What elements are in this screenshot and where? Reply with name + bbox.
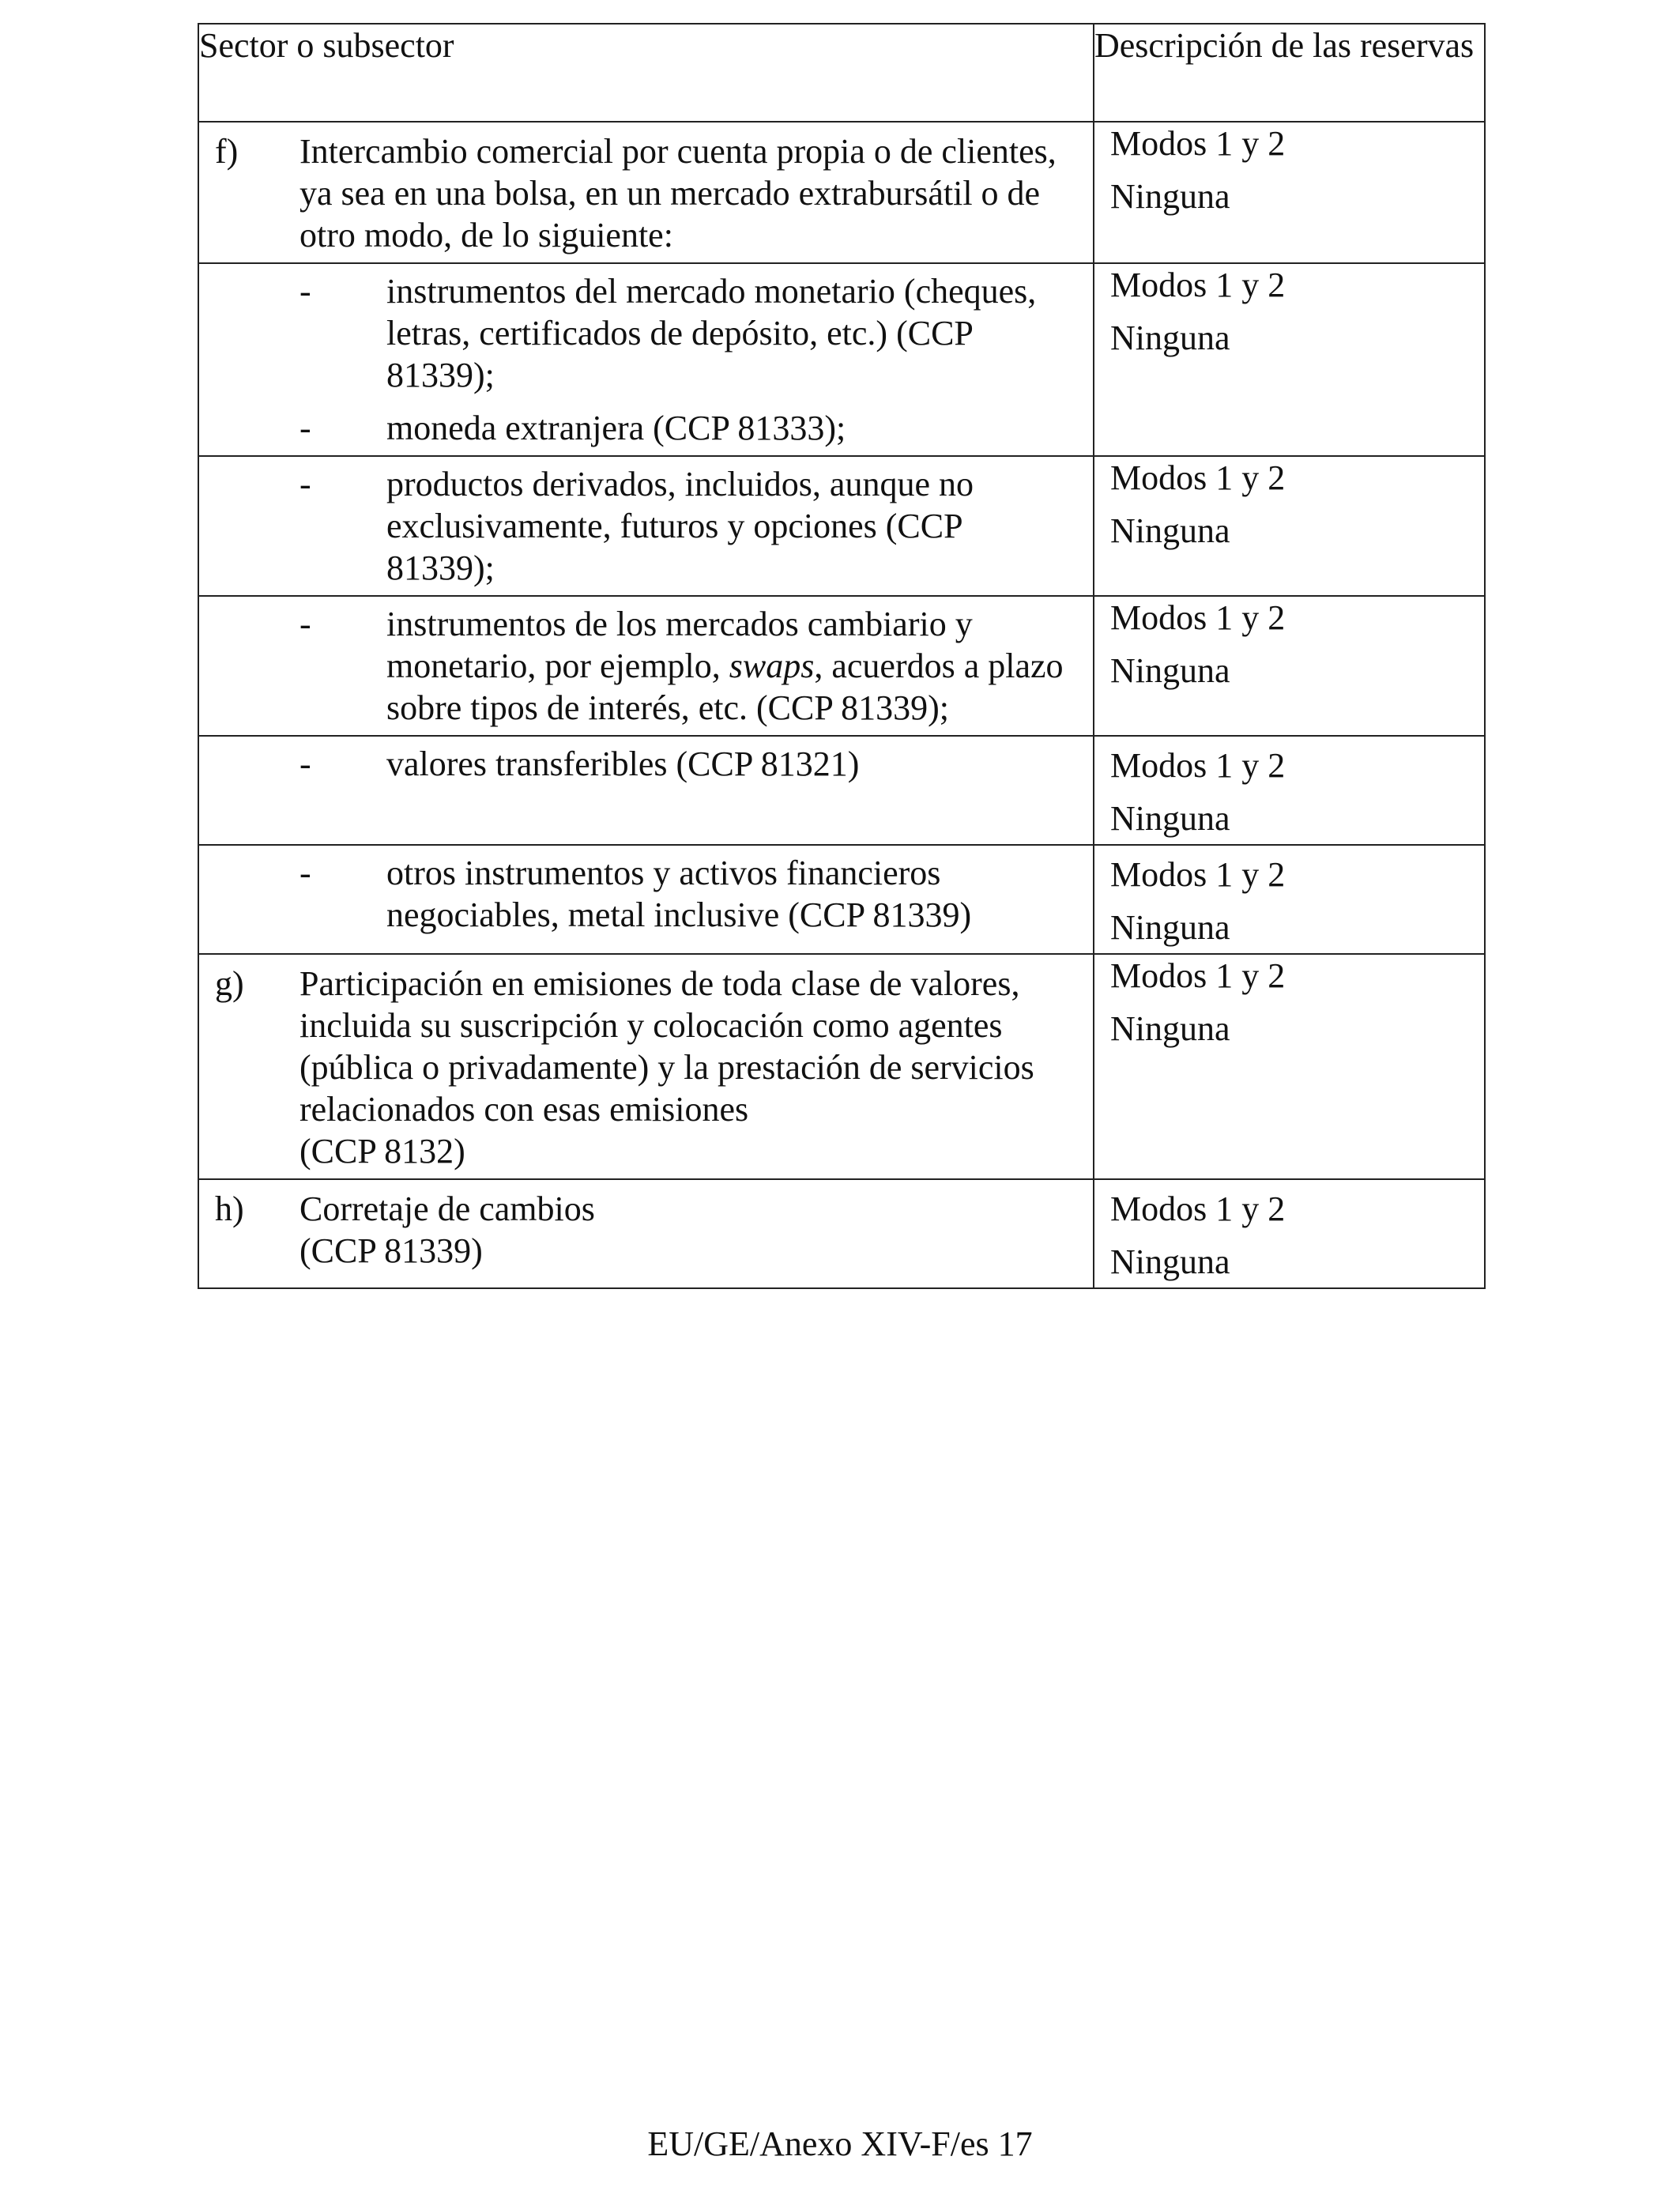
table-row xyxy=(198,263,1485,456)
bullet-text: valores transferibles (CCP 81321) xyxy=(386,745,860,783)
table-row xyxy=(198,736,1485,845)
list-item xyxy=(215,852,1077,936)
bullet-text-before: instrumentos de los mercados cambiario y monetario, por ejemplo, xyxy=(386,605,973,685)
reservation-text: Ninguna xyxy=(1110,1242,1230,1281)
list-item xyxy=(215,603,1077,729)
list-item xyxy=(215,743,1077,785)
description-cell xyxy=(1094,122,1485,263)
bullet-dash: - xyxy=(299,272,311,311)
sector-cell xyxy=(198,1179,1094,1288)
sector-cell xyxy=(198,954,1094,1179)
description-cell xyxy=(1094,456,1485,596)
bullet-dash: - xyxy=(299,465,311,503)
bullet-dash: - xyxy=(299,745,311,783)
list-item xyxy=(215,407,1077,449)
reservations-table xyxy=(198,23,1486,1289)
reservation-text: Ninguna xyxy=(1110,651,1230,690)
sector-cell xyxy=(198,736,1094,845)
header-description-cell xyxy=(1094,24,1485,122)
sector-cell xyxy=(198,456,1094,596)
bullet-text: instrumentos del mercado monetario (cheques, letras, certificados de depósito, etc.) (CCP 81339); xyxy=(386,272,1037,394)
item-letter: g) xyxy=(215,964,244,1003)
reservation-text: Ninguna xyxy=(1110,511,1230,550)
table-row xyxy=(198,596,1485,736)
sector-cell xyxy=(198,263,1094,456)
header-sector-label: Sector o subsector xyxy=(199,26,454,65)
description-cell xyxy=(1094,1179,1485,1288)
bullet-text: moneda extranjera (CCP 81333); xyxy=(386,409,846,447)
table-row xyxy=(198,1179,1485,1288)
table-row xyxy=(198,845,1485,954)
sector-text: Participación en emisiones de toda clase de valores, incluida su suscripción y colocación como agentes (pública o privadamente) y la prestación de servicios relacionados con esas emisiones xyxy=(299,964,1034,1129)
document-reference: EU/GE/Anexo XIV-F/es 17 xyxy=(647,2124,1033,2163)
header-sector-cell xyxy=(198,24,1094,122)
sector-text-wrap xyxy=(299,963,1077,1172)
sector-text: Intercambio comercial por cuenta propia o de clientes, ya sea en una bolsa, en un mercado extrabursátil o de otro modo, de lo siguiente: xyxy=(299,132,1057,254)
bullet-dash: - xyxy=(299,409,311,447)
bullet-text-after: , acuerdos a plazo sobre tipos de interés, etc. (CCP 81339); xyxy=(386,647,1064,727)
bullet-dash: - xyxy=(299,605,311,643)
item-letter: h) xyxy=(215,1189,244,1228)
header-description-label: Descripción de las reservas xyxy=(1094,26,1475,65)
reservation-text: Ninguna xyxy=(1110,799,1230,838)
reservation-text: Ninguna xyxy=(1110,319,1230,357)
modes-text: Modos 1 y 2 xyxy=(1110,124,1286,163)
table-row xyxy=(198,122,1485,263)
description-cell xyxy=(1094,954,1485,1179)
reservation-text: Ninguna xyxy=(1110,1009,1230,1048)
sector-text-wrap xyxy=(299,1188,1077,1272)
table-row xyxy=(198,954,1485,1179)
modes-text: Modos 1 y 2 xyxy=(1110,746,1286,785)
modes-text: Modos 1 y 2 xyxy=(1110,598,1286,637)
item-letter: f) xyxy=(215,132,239,171)
sector-text: Corretaje de cambios xyxy=(299,1189,595,1228)
page-footer xyxy=(0,2124,1680,2164)
description-cell xyxy=(1094,596,1485,736)
description-cell xyxy=(1094,263,1485,456)
sector-cell xyxy=(198,596,1094,736)
bullet-text-italic: swaps xyxy=(729,647,815,685)
modes-text: Modos 1 y 2 xyxy=(1110,956,1286,995)
sector-code: (CCP 8132) xyxy=(299,1132,465,1171)
sector-code: (CCP 81339) xyxy=(299,1231,483,1270)
reservation-text: Ninguna xyxy=(1110,908,1230,947)
modes-text: Modos 1 y 2 xyxy=(1110,266,1286,304)
list-item xyxy=(215,270,1077,396)
sector-cell xyxy=(198,845,1094,954)
description-cell xyxy=(1094,736,1485,845)
modes-text: Modos 1 y 2 xyxy=(1110,458,1286,497)
modes-text: Modos 1 y 2 xyxy=(1110,1189,1286,1228)
bullet-text: productos derivados, incluidos, aunque no exclusivamente, futuros y opciones (CCP 81339); xyxy=(386,465,974,587)
bullet-text: otros instrumentos y activos financieros negociables, metal inclusive (CCP 81339) xyxy=(386,854,972,934)
table-row xyxy=(198,456,1485,596)
list-item xyxy=(215,463,1077,589)
sector-cell xyxy=(198,122,1094,263)
bullet-dash: - xyxy=(299,854,311,892)
modes-text: Modos 1 y 2 xyxy=(1110,855,1286,894)
description-cell xyxy=(1094,845,1485,954)
table-header-row xyxy=(198,24,1485,122)
bullet-text xyxy=(386,603,1077,729)
reservation-text: Ninguna xyxy=(1110,177,1230,216)
